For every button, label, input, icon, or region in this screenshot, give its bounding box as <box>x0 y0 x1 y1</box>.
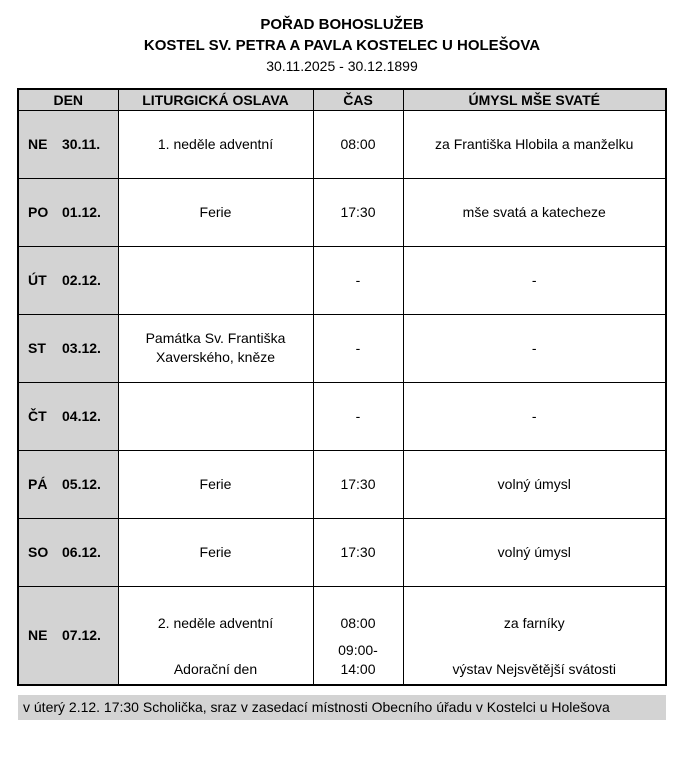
intention-cell <box>403 586 666 685</box>
schedule-table <box>17 88 667 686</box>
celebration-cell: Památka Sv. Františka Xaverského, kněze <box>118 314 313 382</box>
intention-cell: za Františka Hlobila a manželku <box>403 110 666 178</box>
den-cell <box>18 450 118 518</box>
celebration-top: 2. neděle adventní <box>157 614 274 631</box>
celebration-cell <box>118 586 313 685</box>
page-title: POŘAD BOHOSLUŽEB <box>260 16 424 33</box>
intention-cell: volný úmysl <box>403 450 666 518</box>
table-row <box>18 178 666 246</box>
celebration-cell <box>118 246 313 314</box>
den-cell <box>18 110 118 178</box>
celebration-bottom: Adorační den <box>173 660 258 677</box>
day-date: 03.12. <box>62 339 101 356</box>
day-date: 01.12. <box>62 203 101 220</box>
intention-cell: mše svatá a katecheze <box>403 178 666 246</box>
celebration-cell: Ferie <box>118 178 313 246</box>
day-abbr: ÚT <box>28 271 47 288</box>
time-cell: - <box>313 382 403 450</box>
table-row <box>18 110 666 178</box>
page-subtitle: KOSTEL SV. PETRA A PAVLA KOSTELEC U HOLEŠOVA <box>143 37 541 54</box>
day-date: 04.12. <box>62 407 101 424</box>
time-top: 08:00 <box>340 614 376 631</box>
table-row <box>18 246 666 314</box>
day-abbr: SO <box>28 543 49 560</box>
celebration-cell: Ferie <box>118 450 313 518</box>
time-cell: - <box>313 246 403 314</box>
den-cell <box>18 314 118 382</box>
footer-note: v úterý 2.12. 17:30 Scholička, sraz v zasedací místnosti Obecního úřadu v Kostelci u Holešova <box>18 695 666 720</box>
col-header-celebration: LITURGICKÁ OSLAVA <box>118 89 313 110</box>
time-cell: - <box>313 314 403 382</box>
day-abbr: PÁ <box>28 475 48 492</box>
celebration-cell: 1. neděle adventní <box>118 110 313 178</box>
day-abbr: NE <box>28 135 48 152</box>
day-date: 05.12. <box>62 475 101 492</box>
table-row-last <box>18 586 666 685</box>
day-abbr: ČT <box>28 407 47 424</box>
intention-cell: - <box>403 314 666 382</box>
den-cell <box>18 178 118 246</box>
celebration-cell: Ferie <box>118 518 313 586</box>
day-date: 07.12. <box>62 626 101 643</box>
intention-top: za farníky <box>503 614 565 631</box>
time-cell: 17:30 <box>313 450 403 518</box>
time-cell: 08:00 <box>313 110 403 178</box>
day-abbr: NE <box>28 626 48 643</box>
time-cell: 17:30 <box>313 518 403 586</box>
intention-cell: - <box>403 246 666 314</box>
document-header <box>0 0 684 77</box>
den-cell <box>18 382 118 450</box>
table-row <box>18 314 666 382</box>
den-cell <box>18 518 118 586</box>
col-header-intention: ÚMYSL MŠE SVATÉ <box>403 89 666 110</box>
intention-bottom: výstav Nejsvětější svátosti <box>452 660 616 677</box>
table-row <box>18 518 666 586</box>
time-bottom: 09:00-14:00 <box>338 641 378 677</box>
intention-cell: volný úmysl <box>403 518 666 586</box>
time-cell: 17:30 <box>313 178 403 246</box>
day-date: 06.12. <box>62 543 101 560</box>
date-range: 30.11.2025 - 30.12.1899 <box>266 58 418 74</box>
day-date: 02.12. <box>62 271 101 288</box>
intention-cell: - <box>403 382 666 450</box>
day-date: 30.11. <box>62 135 101 152</box>
day-abbr: ST <box>28 339 46 356</box>
den-cell <box>18 246 118 314</box>
time-cell <box>313 586 403 685</box>
table-row <box>18 450 666 518</box>
day-abbr: PO <box>28 203 49 220</box>
col-header-den: DEN <box>18 89 118 110</box>
col-header-time: ČAS <box>313 89 403 110</box>
den-cell <box>18 586 118 685</box>
celebration-cell <box>118 382 313 450</box>
table-row <box>18 382 666 450</box>
table-header-row <box>18 89 666 110</box>
